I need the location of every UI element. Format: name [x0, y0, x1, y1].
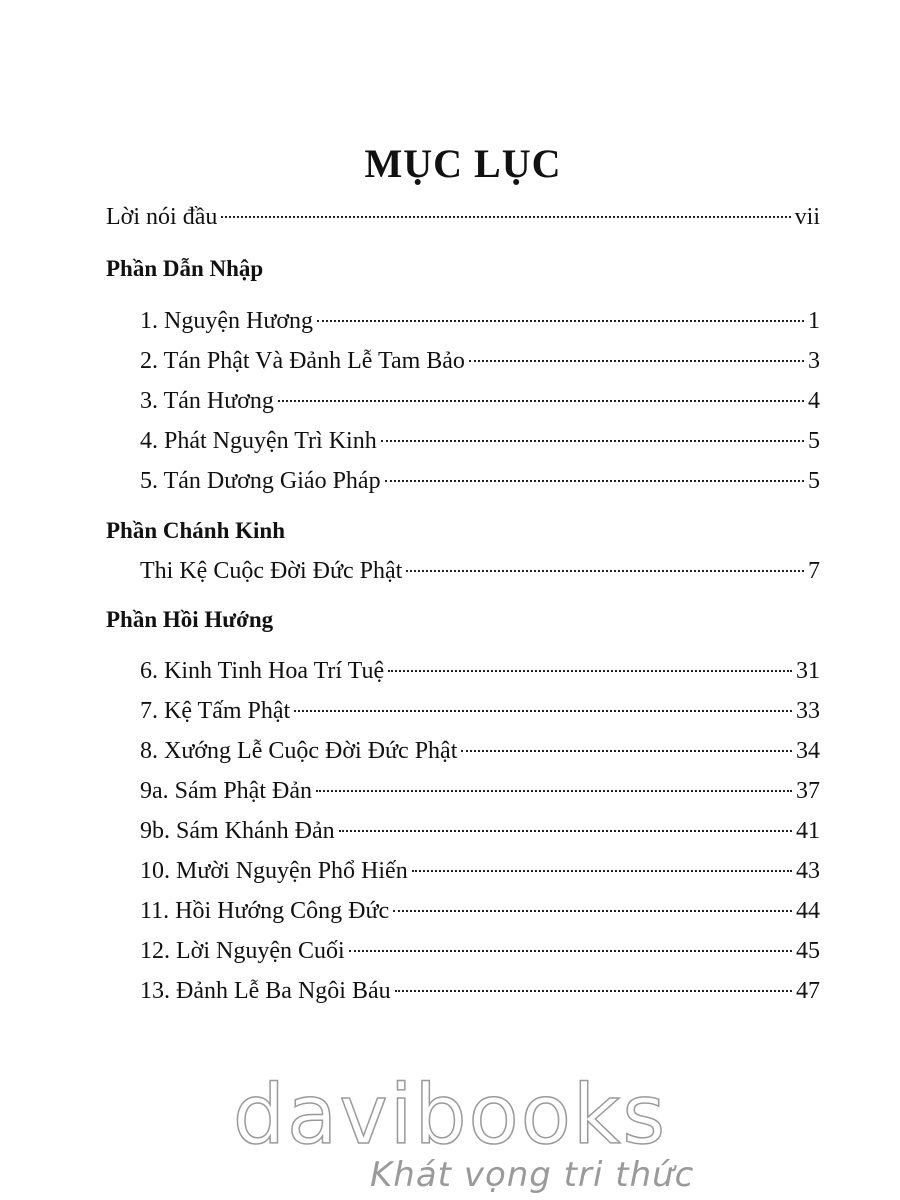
section-heading: Phần Hồi Hướng: [106, 607, 274, 632]
dot-leader: [381, 440, 804, 442]
toc-entry-label: 9b. Sám Khánh Đản: [140, 818, 335, 844]
toc-entry-page: vii: [794, 204, 820, 230]
toc-entry-page: 45: [796, 938, 820, 964]
toc-entry-page: 44: [796, 898, 820, 924]
toc-entry: [140, 896, 820, 926]
toc-entry: [140, 466, 820, 496]
toc-entry: [140, 816, 820, 846]
toc-entry-page: 43: [796, 858, 820, 884]
toc-entry-label: 4. Phát Nguyện Trì Kinh: [140, 428, 377, 454]
toc-entry-label: 1. Nguyện Hương: [140, 308, 314, 334]
watermark-logo: davibooks: [232, 1068, 668, 1163]
toc-entry-label: 7. Kệ Tấm Phật: [140, 698, 291, 724]
toc-entry-page: 37: [796, 778, 820, 804]
toc-entry: [140, 936, 820, 966]
toc-entry-label: 6. Kinh Tinh Hoa Trí Tuệ: [140, 658, 385, 684]
toc-entry-label: 13. Đảnh Lễ Ba Ngôi Báu: [140, 978, 391, 1004]
toc-entry-label: 2. Tán Phật Và Đảnh Lễ Tam Bảo: [140, 348, 465, 374]
section-heading: Phần Dẫn Nhập: [106, 256, 264, 281]
toc-entry-page: 1: [808, 308, 820, 334]
toc-entry-label: Lời nói đầu: [106, 204, 218, 230]
dot-leader: [388, 670, 792, 672]
toc-entry-label: 11. Hồi Hướng Công Đức: [140, 898, 390, 924]
dot-leader: [393, 910, 792, 912]
toc-entry: [140, 556, 820, 586]
toc-entry-label: 8. Xướng Lễ Cuộc Đời Đức Phật: [140, 738, 458, 764]
toc-entry-label: 10. Mười Nguyện Phổ Hiến: [140, 858, 408, 884]
toc-entry-label: 12. Lời Nguyện Cuối: [140, 938, 345, 964]
toc-entry: [140, 776, 820, 806]
toc-entry-page: 31: [796, 658, 820, 684]
toc-entry-preface: [106, 202, 820, 232]
toc-entry: [140, 426, 820, 456]
dot-leader: [294, 710, 792, 712]
toc-entry: [140, 306, 820, 336]
toc-entry-page: 5: [808, 428, 820, 454]
dot-leader: [316, 790, 792, 792]
dot-leader: [461, 750, 792, 752]
toc-entry-label: 5. Tán Dương Giáo Pháp: [140, 468, 381, 494]
toc-entry-page: 3: [808, 348, 820, 374]
dot-leader: [349, 950, 792, 952]
toc-entry: [140, 976, 820, 1006]
toc-entry-label: 9a. Sám Phật Đản: [140, 778, 312, 804]
toc-entry: [140, 856, 820, 886]
dot-leader: [469, 360, 804, 362]
dot-leader: [339, 830, 792, 832]
toc-entry: [140, 386, 820, 416]
dot-leader: [385, 480, 804, 482]
page-title: MỤC LỤC: [364, 141, 562, 186]
dot-leader: [395, 990, 792, 992]
toc-entry-page: 33: [796, 698, 820, 724]
toc-entry-page: 47: [796, 978, 820, 1004]
section-heading: Phần Chánh Kinh: [106, 518, 285, 543]
watermark-tagline: Khát vọng tri thức: [370, 1155, 695, 1195]
toc-entry: [140, 656, 820, 686]
toc-entry-page: 5: [808, 468, 820, 494]
toc-entry: [140, 736, 820, 766]
toc-entry-label: 3. Tán Hương: [140, 388, 274, 414]
dot-leader: [278, 400, 804, 402]
toc-entry-page: 4: [808, 388, 820, 414]
dot-leader: [317, 320, 804, 322]
dot-leader: [406, 570, 804, 572]
toc-entry: [140, 696, 820, 726]
toc-entry-label: Thi Kệ Cuộc Đời Đức Phật: [140, 558, 403, 584]
toc-entry: [140, 346, 820, 376]
toc-entry-page: 34: [796, 738, 820, 764]
toc-entry-page: 7: [808, 558, 820, 584]
dot-leader: [412, 870, 792, 872]
toc-entry-page: 41: [796, 818, 820, 844]
dot-leader: [221, 216, 790, 218]
